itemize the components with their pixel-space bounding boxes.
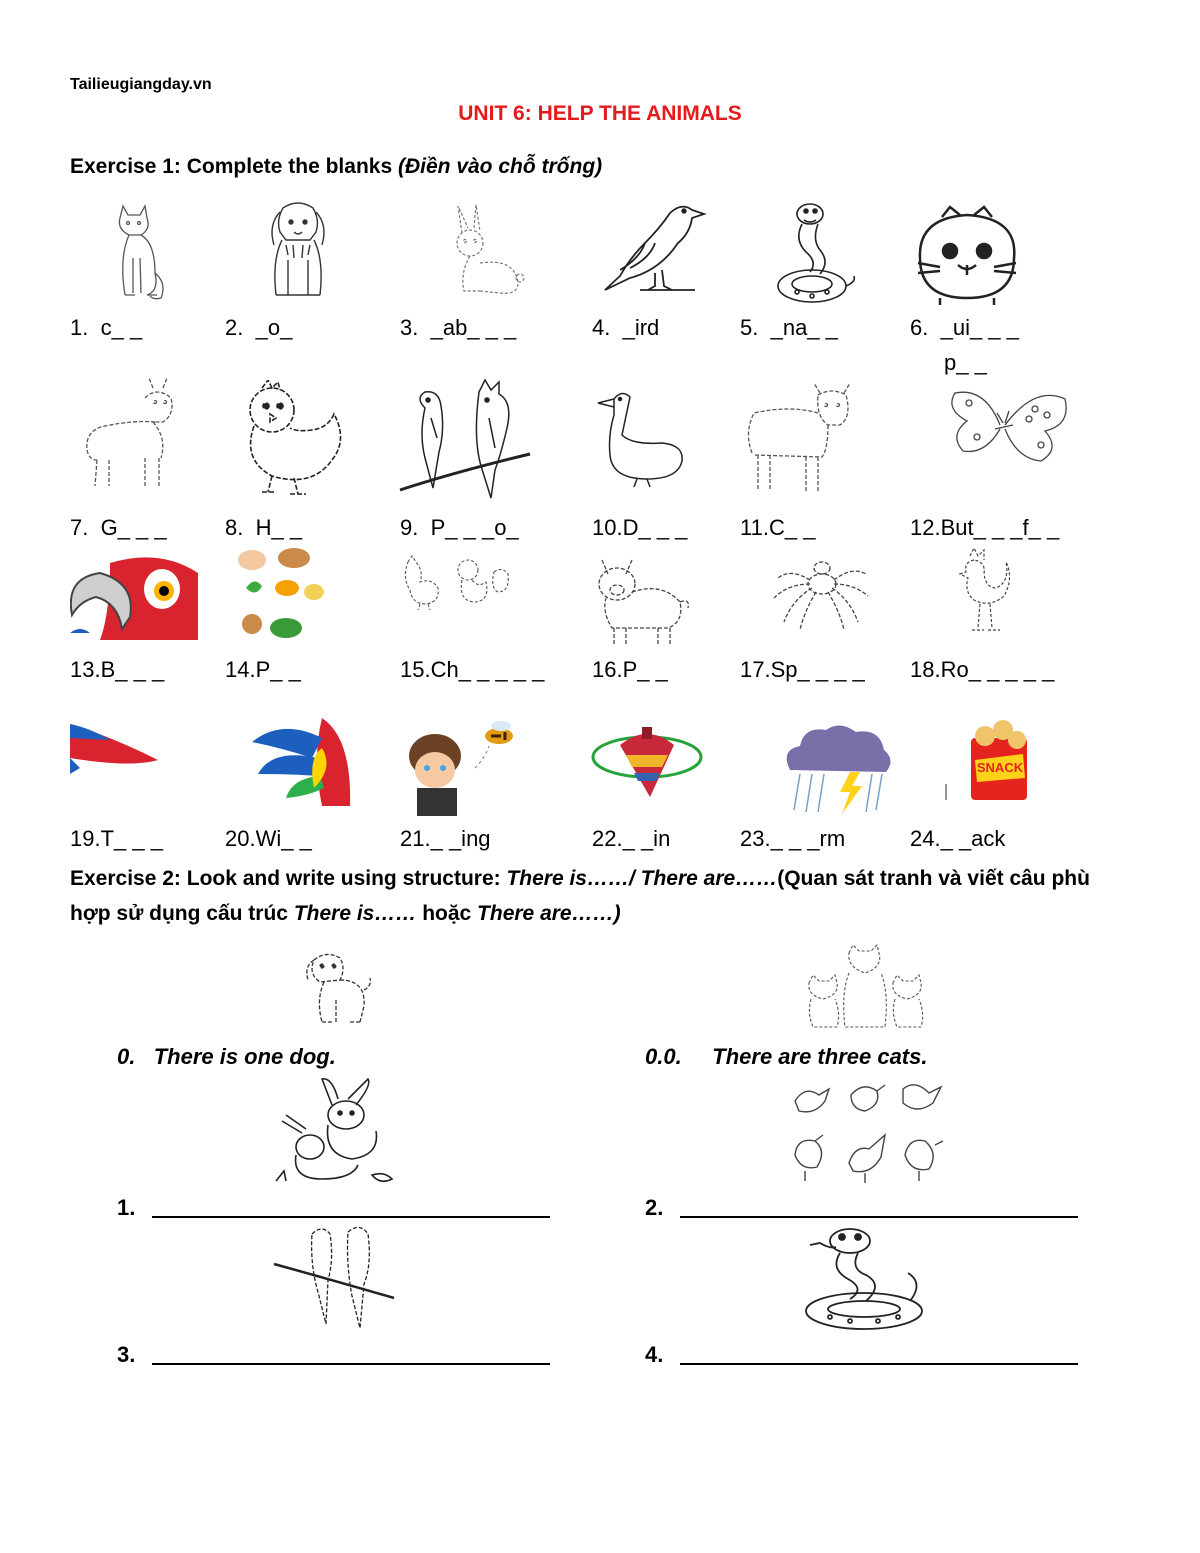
parrots-icon xyxy=(395,378,535,503)
ex1-item-18: 18.Ro_ _ _ _ _ xyxy=(910,657,1055,682)
storm-icon xyxy=(780,720,895,818)
page-title: UNIT 6: HELP THE ANIMALS xyxy=(458,102,742,125)
wing-icon xyxy=(252,718,352,808)
ex1-item-24: 24._ _ack xyxy=(910,826,1006,851)
butterfly-icon xyxy=(945,385,1070,465)
ex1-item-3: 3. _ab_ _ _ xyxy=(400,315,517,340)
ex1-item-7: 7. G_ _ _ xyxy=(70,515,167,540)
duck-icon xyxy=(592,385,687,490)
cow-icon xyxy=(740,383,860,495)
ex2-answer-line-2[interactable] xyxy=(680,1216,1078,1218)
ex2-question-1-number: 1. xyxy=(117,1195,136,1220)
ex2-question-3-number: 3. xyxy=(117,1342,136,1367)
hen-icon xyxy=(232,380,350,498)
ex2-answer-line-1[interactable] xyxy=(152,1216,550,1218)
ex1-item-9: 9. P_ _ _o_ xyxy=(400,515,519,540)
ex2-question-2-number: 2. xyxy=(645,1195,664,1220)
ex1-item-10: 10.D_ _ _ xyxy=(592,515,688,540)
rooster-icon xyxy=(940,548,1020,636)
ex1-item-23: 23._ _ _rm xyxy=(740,826,846,851)
ex2-parrots-icon xyxy=(272,1220,397,1330)
ex1-item-13: 13.B_ _ _ xyxy=(70,657,165,682)
pets-icon xyxy=(232,546,327,644)
ex1-item-11: 11.C_ _ xyxy=(740,515,816,540)
snack-icon xyxy=(945,718,1030,803)
dog-icon xyxy=(258,200,338,305)
ex1-item-1: 1. c_ _ xyxy=(70,315,143,340)
ex1-item-15: 15.Ch_ _ _ _ _ xyxy=(400,657,545,682)
site-name: Tailieugiangday.vn xyxy=(70,76,212,93)
sting-icon xyxy=(405,718,525,816)
ex2-example-0: 0. There is one dog. xyxy=(117,1044,336,1069)
guinea-pig-icon xyxy=(910,203,1025,306)
cat-icon xyxy=(95,203,175,303)
ex2-birds-icon xyxy=(785,1075,945,1193)
ex1-item-6-line2: p_ _ xyxy=(944,350,987,375)
ex1-item-6: 6. _ui_ _ _ xyxy=(910,315,1019,340)
bird-icon xyxy=(600,198,710,298)
exercise-2-heading: Exercise 2: Look and write using structure: There is……/ There are……(Quan sát tranh và viết câu phù hợp sử dụng cấu trúc There is…… hoặc There are……) xyxy=(70,867,1090,925)
ex2-dog-icon xyxy=(300,950,372,1030)
ex2-answer-line-4[interactable] xyxy=(680,1363,1078,1365)
ex2-example-00: 0.0. There are three cats. xyxy=(645,1044,928,1069)
ex1-item-4: 4. _ird xyxy=(592,315,660,340)
svg-text:SNACK: SNACK xyxy=(976,760,1024,775)
goat-icon xyxy=(75,378,185,490)
spinning-top-icon xyxy=(590,715,705,800)
pig-icon xyxy=(592,552,692,647)
ex1-item-19: 19.T_ _ _ xyxy=(70,826,163,851)
spider-icon xyxy=(770,548,870,633)
exercise-1-heading: Exercise 1: Complete the blanks (Điền vào chỗ trống) xyxy=(70,155,603,178)
ex2-answer-line-3[interactable] xyxy=(152,1363,550,1365)
chickens-icon xyxy=(398,552,513,610)
rabbit-icon xyxy=(440,203,525,298)
ex2-rabbits-icon xyxy=(272,1075,404,1185)
ex1-item-22: 22._ _in xyxy=(592,826,671,851)
ex1-item-2: 2. _o_ xyxy=(225,315,293,340)
ex2-question-4-number: 4. xyxy=(645,1342,664,1367)
tail-icon xyxy=(70,718,160,778)
ex1-item-5: 5. _na_ _ xyxy=(740,315,838,340)
ex1-item-14: 14.P_ _ xyxy=(225,657,301,682)
ex1-item-8: 8. H_ _ xyxy=(225,515,303,540)
ex1-item-16: 16.P_ _ xyxy=(592,657,668,682)
snake-icon xyxy=(772,200,857,308)
beak-icon xyxy=(70,553,200,640)
ex1-item-20: 20.Wi_ _ xyxy=(225,826,312,851)
ex2-snake-icon xyxy=(800,1223,930,1333)
ex1-item-21: 21._ _ing xyxy=(400,826,491,851)
ex1-item-12: 12.But_ _ _f_ _ xyxy=(910,515,1060,540)
three-cats-icon xyxy=(805,943,925,1031)
ex1-item-17: 17.Sp_ _ _ _ xyxy=(740,657,865,682)
